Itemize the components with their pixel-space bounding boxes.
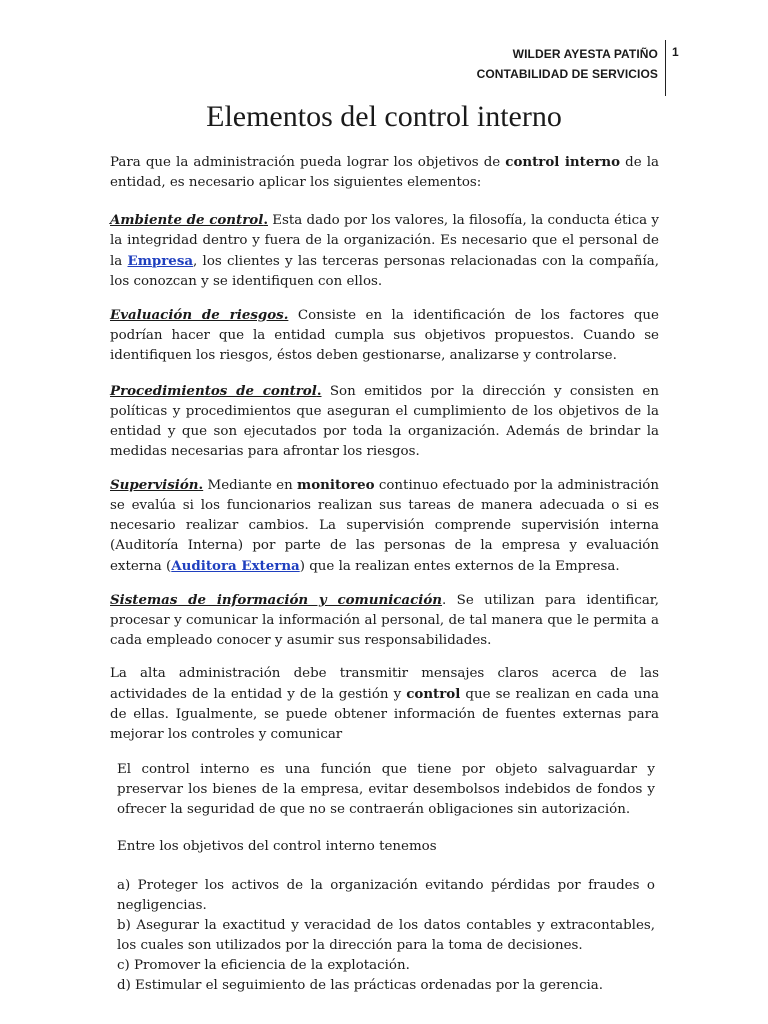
ambiente-punct: . <box>263 212 268 228</box>
control-bold: control <box>406 686 461 702</box>
page-header <box>477 44 658 84</box>
list-item: c) Promover la eficiencia de la explotación. <box>117 958 410 973</box>
objectives-list <box>117 876 655 996</box>
page-number: 1 <box>672 45 679 59</box>
section-procedimientos <box>110 381 659 462</box>
supervision-punct: . <box>198 477 204 493</box>
section-sistemas <box>110 590 659 651</box>
list-item: d) Estimular el seguimiento de las prácticas ordenadas por la gerencia. <box>117 978 603 993</box>
list-item: a) Proteger los activos de la organización evitando pérdidas por fraudes o negligencias. <box>117 878 655 913</box>
procedimientos-punct: . <box>316 383 322 399</box>
intro-text: Para que la administración pueda lograr los objetivos de <box>110 155 506 170</box>
supervision-text: Mediante en <box>203 478 298 493</box>
procedimientos-text: Son emitidos por la dirección y consisten en políticas y procedimientos que aseguran el cumplimiento de los objetivos de la entidad y que son ejecutados por toda la organización. Además de brindar la medidas necesarias para afrontar los riesgos. <box>110 384 659 459</box>
header-subject: CONTABILIDAD DE SERVICIOS <box>476 67 658 81</box>
section-supervision <box>110 475 659 577</box>
procedimientos-term: Procedimientos de control <box>110 383 317 399</box>
header-author: WILDER AYESTA PATIÑO <box>512 47 658 61</box>
section-evaluacion <box>110 305 659 366</box>
supervision-text-mid: continuo efectuado por la administración se evalúa si los funcionarios realizan sus tareas de manera adecuada o si es necesario realizar cambios. La supervisión comprende supervisión interna (Auditoría Interna) por parte de las personas de la empresa y evaluación externa ( <box>110 478 659 574</box>
header-divider <box>665 40 666 96</box>
monitoreo-bold: monitoreo <box>297 477 375 493</box>
section-alta-administracion <box>110 664 659 745</box>
ambiente-text: Esta dado por los valores, la filosofía, la conducta ética y la integridad dentro y fuera de la organización. Es necesario que el personal de la <box>110 213 659 269</box>
evaluacion-text: Consiste en la identificación de los factores que podrían hacer que la entidad cumpla sus objetivos propuestos. Cuando se identifiquen los riesgos, éstos deben gestionarse, analizarse y controlarse. <box>110 308 659 363</box>
alta-text-end: que se realizan en cada una de ellas. Igualmente, se puede obtener información de fuentes externas para mejorar los controles y comunicar <box>110 687 659 742</box>
ambiente-term: Ambiente de control <box>110 212 264 228</box>
supervision-text-end: ) que la realizan entes externos de la Empresa. <box>299 559 620 574</box>
document-title: Elementos del control interno <box>206 100 562 133</box>
list-item: b) Asegurar la exactitud y veracidad de los datos contables y extracontables, los cuales son utilizados por la dirección para la toma de decisiones. <box>117 918 655 953</box>
sistemas-term: Sistemas de información y comunicación <box>110 592 443 608</box>
alta-text: La alta administración debe transmitir mensajes claros acerca de las actividades de la entidad y de la gestión y <box>110 666 659 702</box>
evaluacion-term: Evaluación de riesgos. <box>110 307 289 323</box>
intro-paragraph <box>110 152 659 193</box>
definition-paragraph: El control interno es una función que tiene por objeto salvaguardar y preservar los bienes de la empresa, evitar desembolsos indebidos de fondos y ofrecer la seguridad de que no se contraerán obligaciones sin autorización. <box>117 762 655 817</box>
intro-text-end: de la entidad, es necesario aplicar los siguientes elementos: <box>110 155 660 190</box>
intro-bold-term: control interno <box>505 154 621 170</box>
sistemas-punct: . <box>442 593 447 608</box>
ambiente-text-end: , los clientes y las terceras personas relacionadas con la compañía, los conozcan y se identifiquen con ellos. <box>110 254 659 289</box>
empresa-link[interactable]: Empresa <box>127 253 194 269</box>
section-ambiente <box>110 210 659 292</box>
supervision-term: Supervisión <box>110 477 199 493</box>
sistemas-text: Se utilizan para identificar, procesar y comunicar la información al personal, de tal manera que le permita a cada empleado conocer y asumir sus responsabilidades. <box>110 593 659 648</box>
auditora-externa-link[interactable]: Auditora Externa <box>171 558 300 574</box>
objectives-intro: Entre los objetivos del control interno tenemos <box>117 839 437 854</box>
